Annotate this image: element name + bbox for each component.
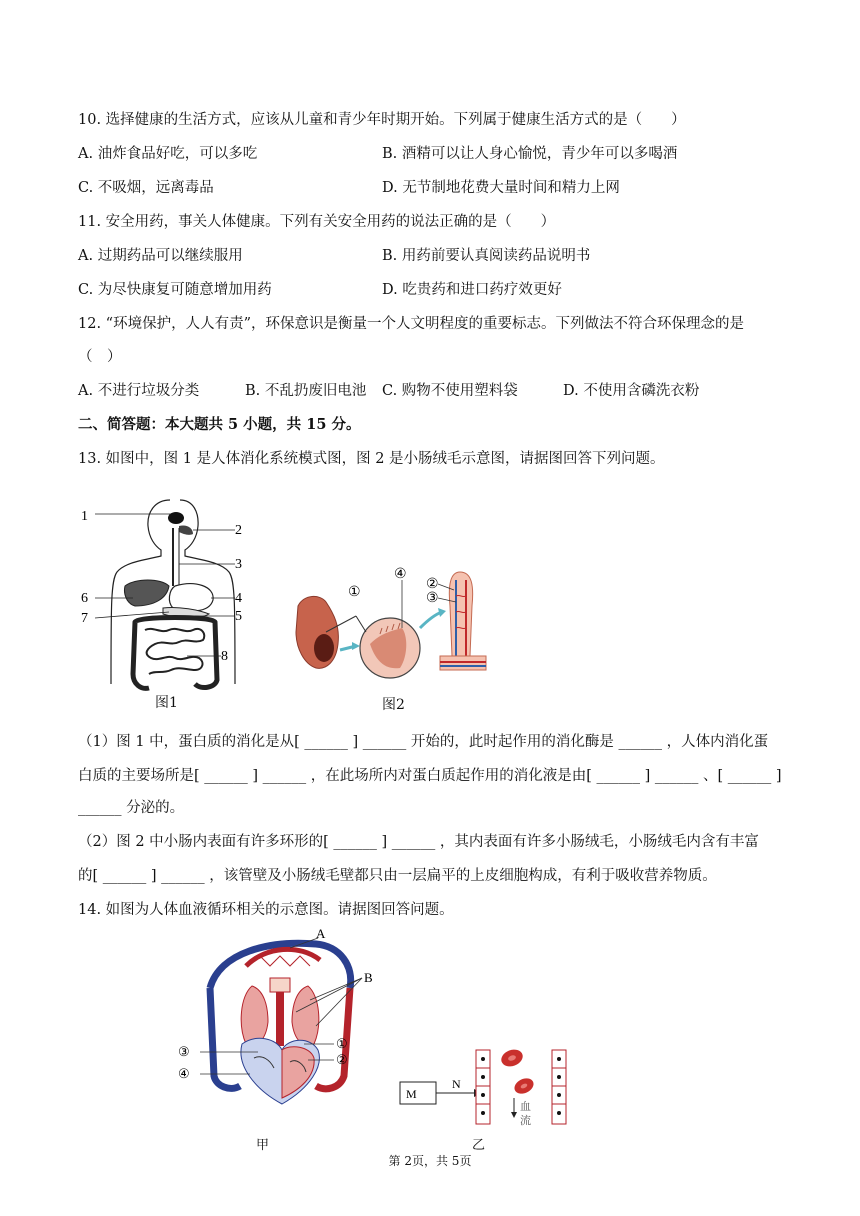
q11-option-c: C. 为尽快康复可随意增加用药 bbox=[78, 282, 272, 298]
section-heading: 二、简答题：本大题共 5 小题，共 15 分。 bbox=[78, 416, 361, 433]
figB-blood-flow-1: 血 bbox=[520, 1101, 531, 1113]
figB-blood-flow-2: 流 bbox=[520, 1115, 531, 1127]
fig2-label-2: ② bbox=[426, 577, 439, 592]
fig2-label-4: ④ bbox=[394, 567, 407, 582]
q10-stem: 10. 选择健康的生活方式，应该从儿童和青少年时期开始。下列属于健康生活方式的是（ ） bbox=[78, 112, 686, 128]
figA-label-B: B bbox=[364, 970, 373, 985]
q12-option-d: D. 不使用含磷洗衣粉 bbox=[563, 383, 700, 399]
q13-part1-line1: （1）图 1 中，蛋白质的消化是从[ ______ ] ______ 开始的，此时起作用的消化酶是 ______ ，人体内消化蛋 bbox=[78, 734, 769, 750]
q13-part2-line2: 的[ ______ ] ______ ，该管壁及小肠绒毛壁都只由一层扁平的上皮细胞构成，有利于吸收营养物质。 bbox=[78, 868, 717, 884]
figA-label-3: ③ bbox=[178, 1044, 190, 1059]
q14-stem: 14. 如图为人体血液循环相关的示意图。请据图回答问题。 bbox=[78, 902, 454, 918]
figB-label-N: N bbox=[452, 1077, 461, 1091]
q10-option-b: B. 酒精可以让人身心愉悦，青少年可以多喝酒 bbox=[382, 146, 678, 162]
q13-part1-line2: 白质的主要场所是[ ______ ] ______ ，在此场所内对蛋白质起作用的消化液是由[ ______ ] ______ 、[ ______ ] bbox=[78, 768, 782, 784]
q13-stem: 13. 如图中，图 1 是人体消化系统模式图，图 2 是小肠绒毛示意图，请据图回答下列问题。 bbox=[78, 451, 665, 467]
q10-option-d: D. 无节制地花费大量时间和精力上网 bbox=[382, 180, 620, 196]
q12-stem: 12. “环境保护，人人有责”，环保意识是衡量一个人文明程度的重要标志。下列做法不符合环保理念的是 bbox=[78, 316, 744, 332]
q10-option-a: A. 油炸食品好吃，可以多吃 bbox=[78, 146, 258, 162]
figB-label-M: M bbox=[406, 1087, 417, 1101]
circulation-figure bbox=[170, 926, 390, 1153]
q12-option-c: C. 购物不使用塑料袋 bbox=[382, 383, 518, 399]
fig2-caption: 图2 bbox=[382, 697, 405, 713]
q13-part1-line3: ______ 分泌的。 bbox=[78, 800, 185, 816]
capillary-exchange-figure bbox=[396, 1046, 576, 1153]
figA-label-1: ① bbox=[336, 1036, 348, 1051]
fig1-label-1: 1 bbox=[81, 509, 88, 524]
fig1-label-8: 8 bbox=[221, 649, 228, 664]
fig1-label-2: 2 bbox=[235, 523, 242, 538]
figA-caption: 甲 bbox=[256, 1138, 270, 1153]
q12-option-a: A. 不进行垃圾分类 bbox=[78, 383, 200, 399]
fig2-label-1: ① bbox=[348, 585, 361, 600]
q11-option-a: A. 过期药品可以继续服用 bbox=[78, 248, 243, 264]
fig1-label-7: 7 bbox=[81, 611, 88, 626]
figA-label-4: ④ bbox=[178, 1066, 190, 1081]
q11-option-b: B. 用药前要认真阅读药品说明书 bbox=[382, 248, 591, 264]
digestive-system-figure bbox=[75, 494, 255, 716]
fig1-label-3: 3 bbox=[235, 557, 242, 572]
figB-caption: 乙 bbox=[472, 1138, 486, 1153]
fig1-label-6: 6 bbox=[81, 591, 88, 606]
fig1-label-4: 4 bbox=[235, 591, 242, 606]
q13-part2-line1: （2）图 2 中小肠内表面有许多环形的[ ______ ] ______ ，其内表面有许多小肠绒毛，小肠绒毛内含有丰富 bbox=[78, 834, 759, 850]
figA-label-A: A bbox=[316, 926, 326, 941]
q12-option-b: B. 不乱扔废旧电池 bbox=[245, 383, 367, 399]
q12-stem-cont: （ ） bbox=[78, 349, 122, 365]
q11-stem: 11. 安全用药，事关人体健康。下列有关安全用药的说法正确的是（ ） bbox=[78, 214, 556, 230]
villi-figure bbox=[290, 566, 490, 716]
figA-label-2: ② bbox=[336, 1052, 348, 1067]
fig1-caption: 图1 bbox=[155, 695, 178, 711]
q11-option-d: D. 吃贵药和进口药疗效更好 bbox=[382, 282, 562, 298]
page-footer: 第 2页，共 5页 bbox=[388, 1154, 472, 1168]
q10-option-c: C. 不吸烟，远离毒品 bbox=[78, 180, 214, 196]
fig1-label-5: 5 bbox=[235, 609, 242, 624]
fig2-label-3: ③ bbox=[426, 591, 439, 606]
